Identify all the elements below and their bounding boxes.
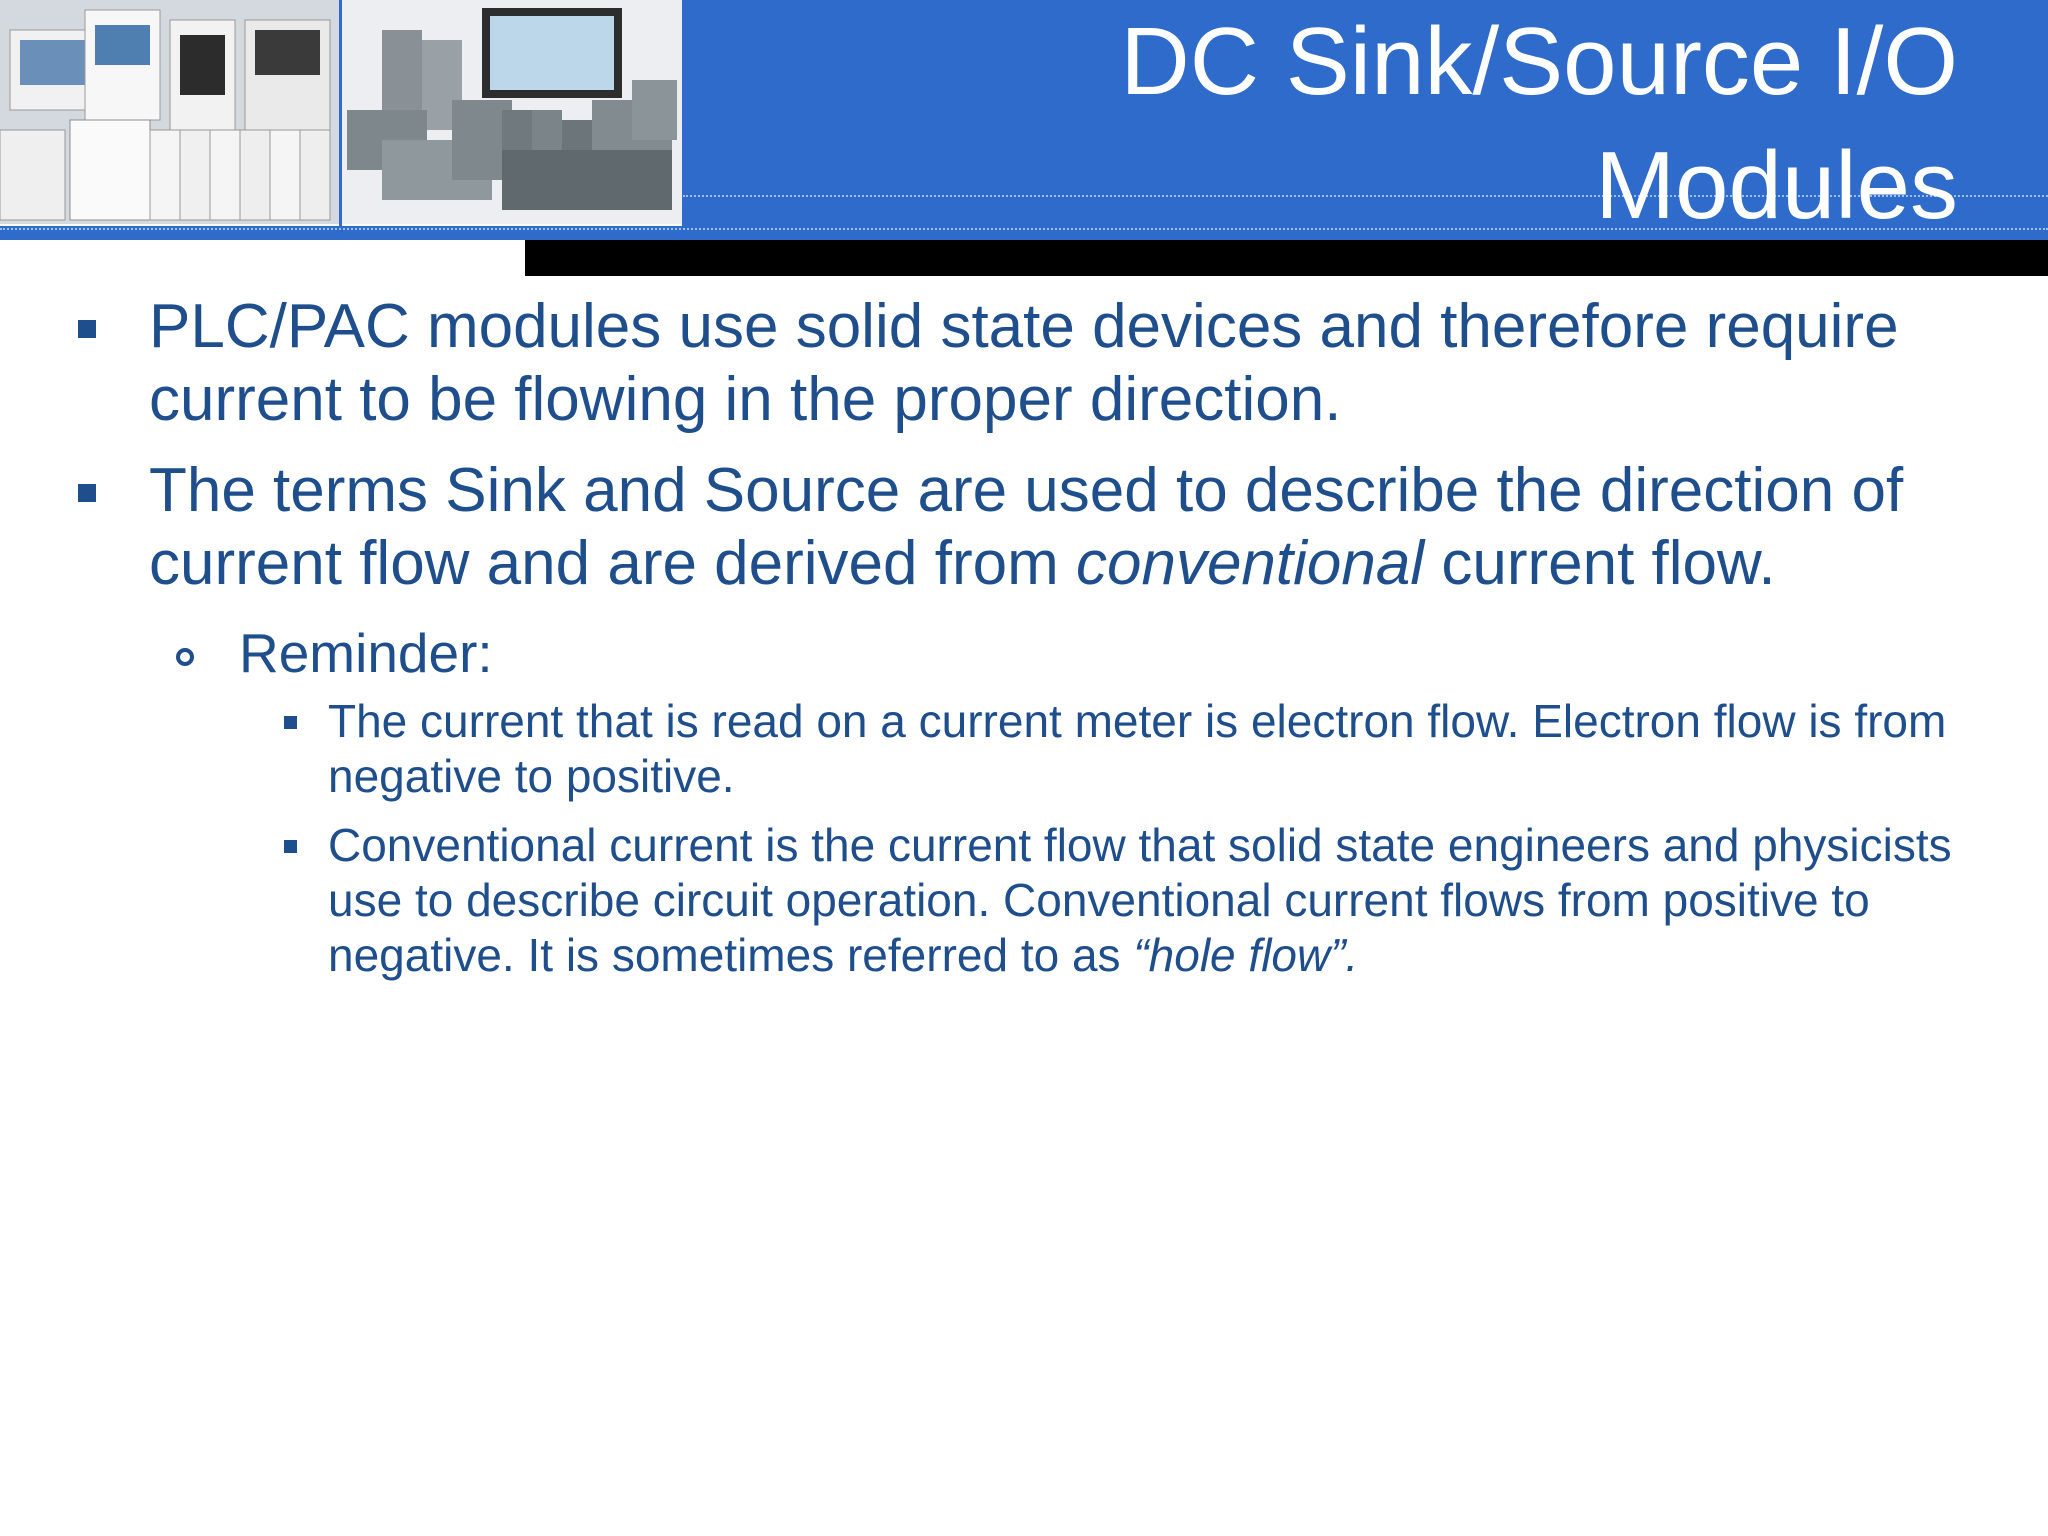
sub-sub-bullet-item — [328, 818, 1998, 983]
slide-title-line2: Modules — [1595, 132, 1958, 239]
square-bullet-icon — [78, 320, 96, 338]
plc-hardware-illustration — [0, 0, 339, 224]
bullet-text: current flow. — [1424, 529, 1776, 598]
square-bullet-icon — [284, 716, 297, 729]
bullet-item — [149, 454, 1999, 600]
sub-sub-bullet-text-italic: “hole flow”. — [1133, 929, 1359, 981]
slide-title-line1: DC Sink/Source I/O — [1120, 8, 1958, 115]
sub-sub-bullet-text: Conventional current is the current flow that solid state engineers and physicists use to describe circuit operation. Conventional current flows from positive to negative. It is sometimes referred to as — [328, 819, 1952, 981]
bullet-item — [149, 290, 1999, 436]
square-bullet-icon — [78, 484, 96, 502]
plc-hardware-photo — [0, 0, 339, 226]
square-bullet-icon — [284, 840, 297, 853]
header-black-bar — [525, 240, 2048, 276]
slide-title — [658, 0, 1958, 248]
plc-modules-photo — [342, 0, 682, 226]
plc-modules-illustration — [342, 0, 682, 224]
sub-sub-bullet-item — [328, 694, 1998, 804]
slide-header — [0, 0, 2048, 240]
sub-sub-bullet-text: The current that is read on a current meter is electron flow. Electron flow is from negative to positive. — [328, 695, 1947, 802]
bullet-text: PLC/PAC modules use solid state devices and therefore require current to be flowing in the proper direction. — [149, 292, 1899, 434]
sub-bullet-text: Reminder: — [239, 622, 493, 684]
circle-bullet-icon — [176, 648, 194, 666]
bullet-text-italic: conventional — [1075, 529, 1425, 598]
bullet-text: The terms Sink and Source are used to describe the direction of current flow and are derived from — [149, 456, 1904, 598]
sub-bullet-item — [239, 618, 1989, 688]
slide-body — [0, 290, 2048, 997]
